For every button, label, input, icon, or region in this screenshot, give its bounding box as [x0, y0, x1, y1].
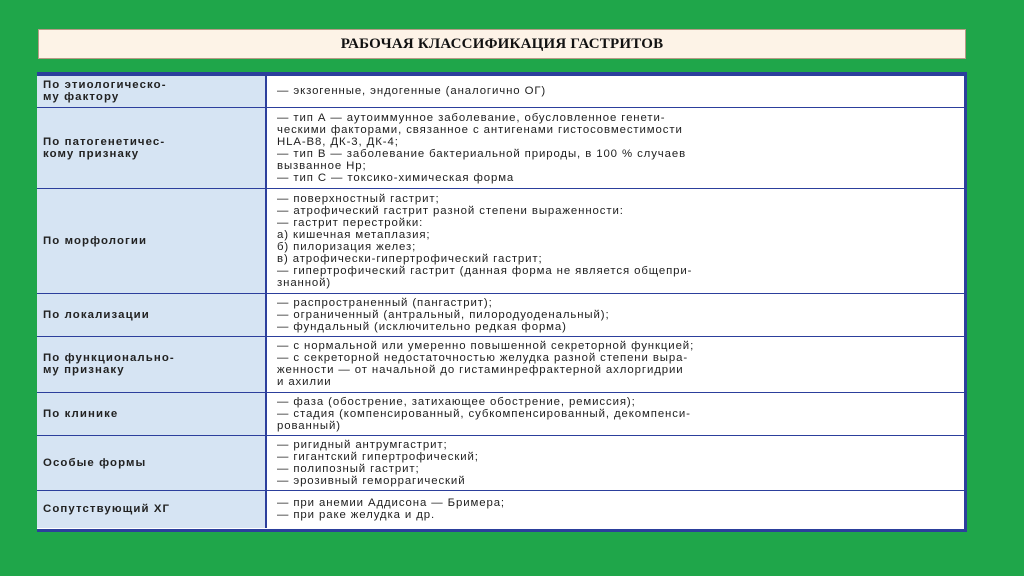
description-line: рованный): [277, 419, 341, 432]
description-line: — с секреторной недостаточностью желудка разной степени выра-: [277, 352, 689, 364]
classification-table-image: [37, 72, 967, 532]
description-cell: [266, 336, 964, 392]
table-row: [37, 435, 964, 490]
page-title: РАБОЧАЯ КЛАССИФИКАЦИЯ ГАСТРИТОВ: [340, 35, 664, 52]
description-line: — при раке желудка и др.: [277, 509, 436, 522]
description-line: — гигантский гипертрофический;: [277, 450, 479, 463]
description-cell: [266, 392, 964, 435]
description-line: — при анемии Аддисона — Бримера;: [277, 497, 505, 510]
category-cell: [37, 435, 266, 490]
table-row: [37, 490, 964, 528]
description-cell: [266, 435, 964, 490]
table-row: [37, 188, 964, 293]
description-line: — стадия (компенсированный, субкомпенсированный, декомпенси-: [277, 407, 691, 420]
description-line: — ригидный антрумгастрит;: [277, 438, 448, 451]
description-line: женности — от начальной до гистаминрефрактерной ахлоргидрии: [277, 364, 684, 376]
description-line: а) кишечная метаплазия;: [277, 228, 431, 241]
description-cell: [266, 293, 964, 336]
description-line: — эрозивный геморрагический: [277, 474, 466, 487]
description-line: в) атрофически-гипертрофический гастрит;: [277, 252, 543, 265]
description-line: — с нормальной или умеренно повышенной секреторной функцией;: [277, 340, 695, 352]
description-line: — ограниченный (антральный, пилородуоденальный);: [277, 308, 610, 321]
category-label: По этиологическо-: [43, 79, 167, 92]
description-cell: [266, 107, 964, 188]
description-line: HLA-B8, ДК-3, ДК-4;: [277, 135, 399, 148]
table-row: [37, 107, 964, 188]
description-line: — тип С — токсико-химическая форма: [277, 171, 515, 184]
description-cell: [266, 490, 964, 528]
category-cell: [37, 188, 266, 293]
category-cell: [37, 76, 266, 107]
description-line: — распространенный (пангастрит);: [277, 296, 493, 309]
description-line: и ахилии: [277, 376, 332, 388]
category-cell: [37, 490, 266, 528]
table-row: [37, 76, 964, 107]
description-line: — полипозный гастрит;: [277, 462, 420, 475]
description-line: — экзогенные, эндогенные (аналогично ОГ): [277, 85, 547, 98]
table-row: [37, 336, 964, 392]
classification-table: [37, 76, 964, 528]
category-label: По морфологии: [43, 234, 148, 247]
category-label: По патогенетичес-: [43, 135, 166, 148]
category-label: му фактору: [43, 91, 120, 104]
description-cell: [266, 76, 964, 107]
description-line: ческими факторами, связанное с антигенами гистосовместимости: [277, 123, 683, 136]
category-cell: [37, 293, 266, 336]
description-line: — фаза (обострение, затихающее обострение, ремиссия);: [277, 395, 636, 408]
category-cell: [37, 392, 266, 435]
description-line: — поверхностный гастрит;: [277, 192, 440, 205]
category-cell: [37, 107, 266, 188]
description-cell: [266, 188, 964, 293]
title-banner: [38, 29, 966, 59]
category-label: Сопутствующий ХГ: [43, 503, 171, 516]
description-line: б) пилоризация желез;: [277, 240, 417, 253]
category-label: По локализации: [43, 308, 150, 321]
category-label: По клинике: [43, 407, 119, 420]
description-line: — гастрит перестройки:: [277, 216, 424, 229]
description-line: — тип А — аутоиммунное заболевание, обусловленное генети-: [277, 111, 666, 124]
category-cell: [37, 336, 266, 392]
description-line: знанной): [277, 276, 332, 289]
description-line: — атрофический гастрит разной степени выраженности:: [277, 204, 624, 217]
description-line: — гипертрофический гастрит (данная форма не является общепри-: [277, 264, 693, 277]
description-line: — тип В — заболевание бактериальной природы, в 100 % случаев: [277, 147, 687, 160]
table-row: [37, 293, 964, 336]
category-label: Особые формы: [43, 456, 147, 469]
description-line: — фундальный (исключительно редкая форма): [277, 320, 567, 333]
description-line: вызванное Hp;: [277, 159, 367, 172]
category-label: По функционально-: [43, 352, 175, 364]
category-label: му признаку: [43, 364, 125, 376]
category-label: кому признаку: [43, 147, 140, 160]
table-row: [37, 392, 964, 435]
